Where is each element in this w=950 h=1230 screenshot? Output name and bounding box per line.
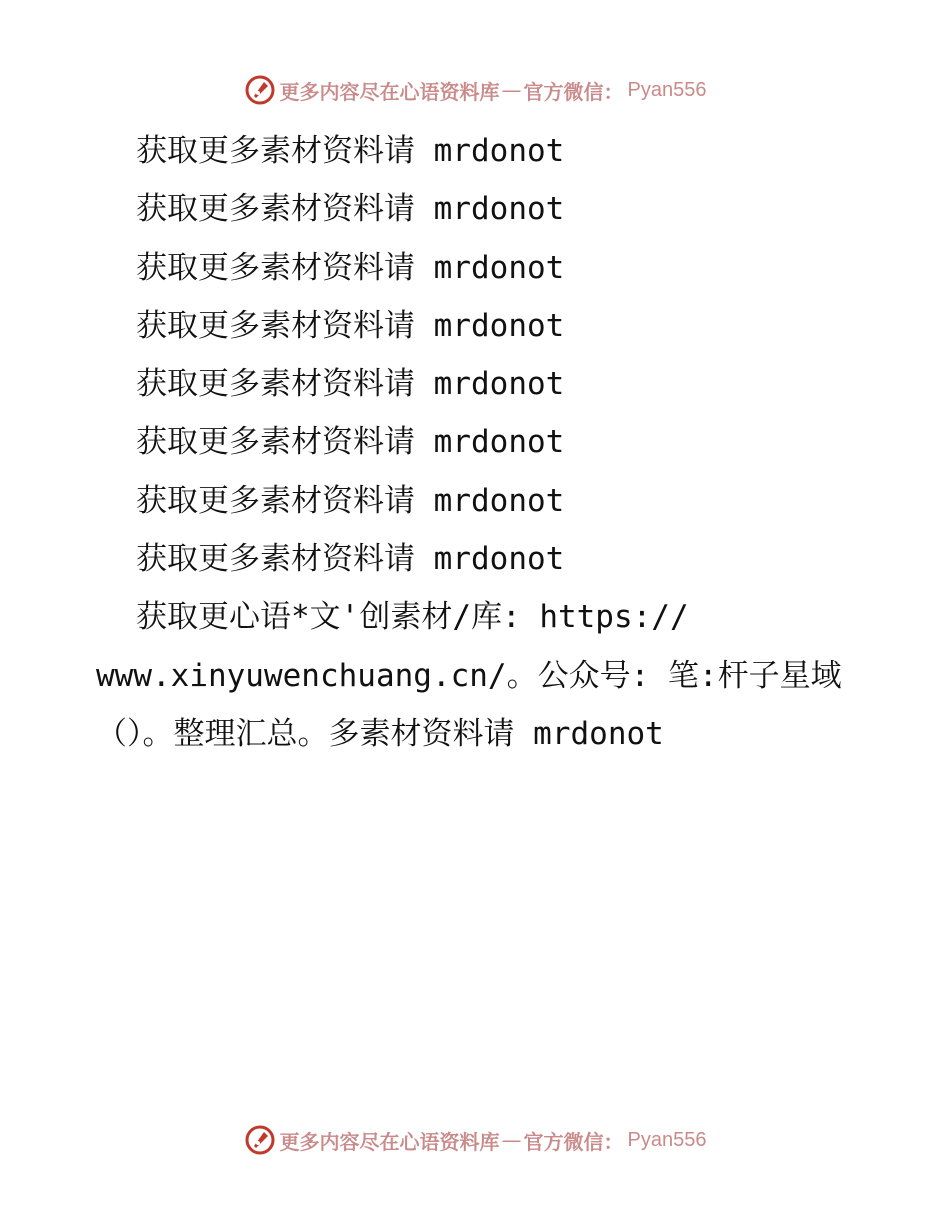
footer-banner-separator: — <box>501 1128 522 1152</box>
body-line: 获取更多素材资料请 mrdonot <box>136 482 565 519</box>
body-line: 获取更多素材资料请 mrdonot <box>136 366 565 403</box>
footer-wechat-id: Pyan556 <box>627 1128 707 1151</box>
header-banner-text: 更多内容尽在心语资料库 <box>279 79 500 104</box>
body-line: 获取更多素材资料请 mrdonot <box>136 191 565 228</box>
body-line: www.xinyuwenchuang.cn/。公众号: 笔:杆子星域 <box>96 657 842 694</box>
footer-banner-text: 更多内容尽在心语资料库 <box>279 1129 500 1154</box>
body-line: 获取更多素材资料请 mrdonot <box>136 424 565 461</box>
header-wechat-label: 官方微信： <box>523 79 624 104</box>
body-line: （）。整理汇总。多素材资料请 mrdonot <box>96 715 664 752</box>
document-body <box>96 122 856 763</box>
footer-banner <box>0 1120 950 1160</box>
body-line: 获取更多素材资料请 mrdonot <box>136 541 565 578</box>
footer-wechat-label: 官方微信： <box>523 1129 624 1154</box>
header-banner-separator: — <box>501 78 522 102</box>
header-wechat-id: Pyan556 <box>627 78 707 101</box>
body-line: 获取更多素材资料请 mrdonot <box>136 249 565 286</box>
body-line: 获取更多素材资料请 mrdonot <box>136 133 565 169</box>
pen-nib-logo-icon <box>244 1124 276 1156</box>
header-banner <box>0 70 950 110</box>
body-line: 获取更心语*文'创素材/库: https:// <box>136 599 689 636</box>
body-line: 获取更多素材资料请 mrdonot <box>136 307 565 344</box>
pen-nib-logo-icon <box>244 74 276 106</box>
